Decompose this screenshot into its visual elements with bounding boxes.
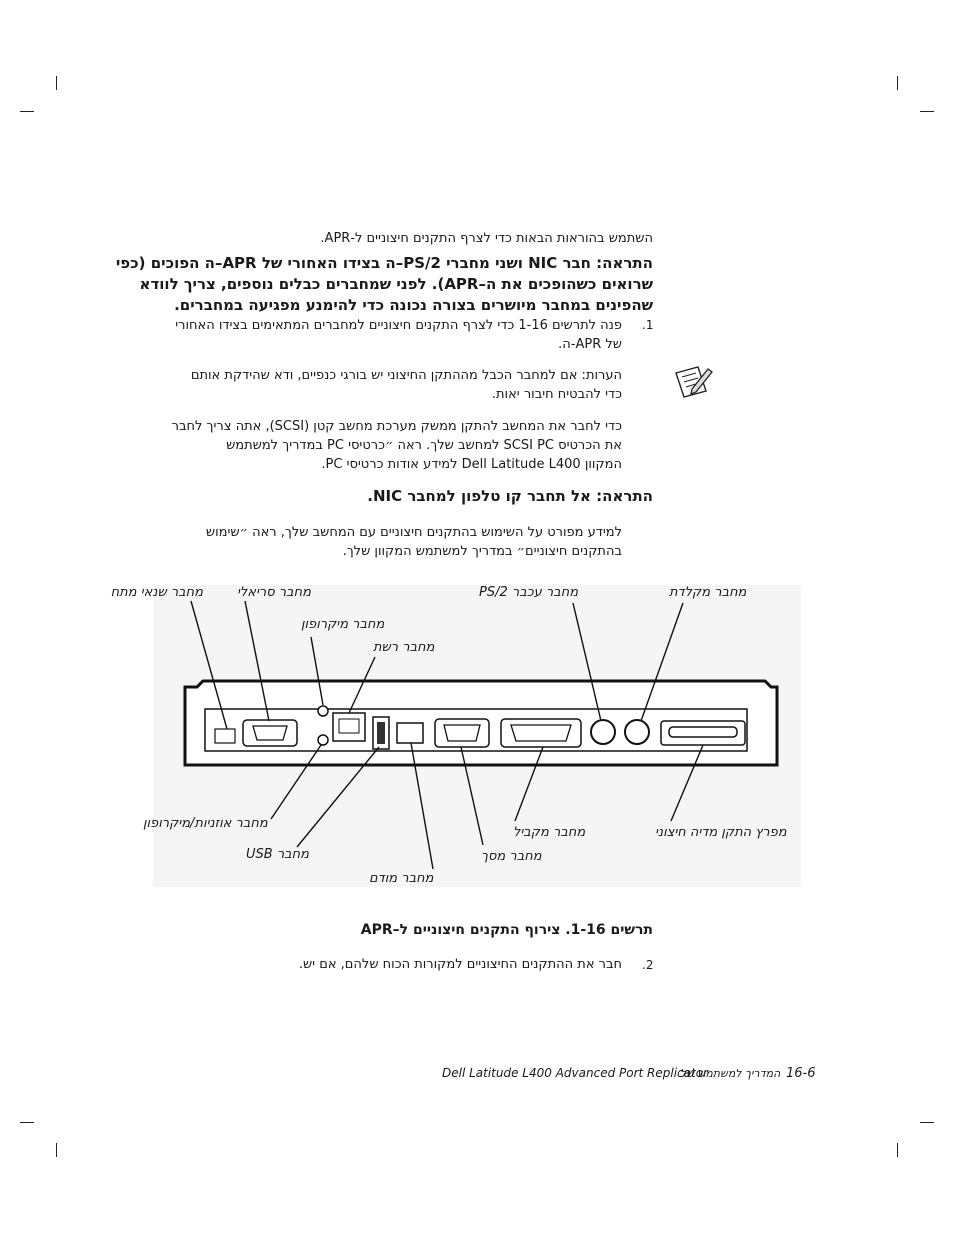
warning-line: שהפינים במחבר מיושרים בצורה נכונה כדי להימנע מפגיעה במחברים. bbox=[174, 296, 653, 314]
label-mouse: מחבר עכבר PS/2 bbox=[479, 585, 579, 600]
notes-line: כדי להבטיח חיבור יאות. bbox=[491, 387, 622, 402]
step-line: של APR-ה. bbox=[558, 337, 622, 352]
keyboard-port bbox=[625, 720, 649, 744]
mouse-port bbox=[591, 720, 615, 744]
label-serial: מחבר סריאלי bbox=[237, 585, 311, 600]
notes-text bbox=[102, 366, 622, 404]
scsi-text bbox=[102, 417, 622, 474]
crop-mark bbox=[897, 76, 898, 90]
footer-page-number: 16-6 bbox=[786, 1066, 816, 1081]
crop-mark bbox=[920, 1122, 934, 1123]
step-1-text bbox=[102, 316, 622, 354]
step-2-text: חבר את ההתקנים החיצוניים למקורות הכוח שלהם, אם יש. bbox=[298, 957, 622, 972]
power-port bbox=[215, 729, 235, 743]
step-number: .1 bbox=[642, 318, 654, 332]
connector-warning bbox=[93, 253, 653, 316]
label-keyboard: מחבר מקלדת bbox=[669, 585, 747, 600]
notes-line: הערות: אם למחבר הכבל מההתקן החיצוני יש בורגי כנפיים, ודא שהידקת אותם bbox=[190, 368, 622, 383]
step-number: .2 bbox=[642, 958, 654, 972]
scsi-line: כדי לחבר את המחשב להתקן ממשק מערכת מחשב קטן (SCSI), אתה צריך לחבר bbox=[171, 419, 622, 434]
label-expansion: מפרץ התקן מדיה חיצוני bbox=[655, 825, 787, 840]
microphone-jack bbox=[318, 706, 328, 716]
step-line: פנה לתרשים 1-16 כדי לצרף התקנים חיצוניים למחברים המתאימים בצידו האחורי bbox=[175, 318, 622, 333]
scsi-line: את הכרטיס SCSI PC למחשב שלך. ראה ״כרטיסי PC במדריך למשתמש bbox=[226, 438, 622, 453]
info-line: למידע מפורט על השימוש בהתקנים חיצוניים עם המחשב שלך, ראה ״שימוש bbox=[205, 525, 622, 540]
label-network: מחבר רשת bbox=[373, 640, 435, 655]
port-replicator-figure bbox=[110, 585, 801, 887]
phone-line-warning: התראה: אל תחבר קו טלפון למחבר NIC. bbox=[367, 487, 653, 505]
crop-mark bbox=[56, 1143, 57, 1157]
figure-caption: תרשים 1-16. צירוף התקנים חיצוניים ל–APR bbox=[360, 922, 653, 938]
scsi-line: המקוון Dell Latitude L400 למידע אודות כרטיסי PC. bbox=[321, 457, 622, 472]
crop-mark bbox=[920, 111, 934, 112]
footer-product: Dell Latitude L400 Advanced Port Replicator bbox=[442, 1066, 708, 1080]
label-monitor: מחבר מסך bbox=[481, 849, 542, 864]
crop-mark bbox=[20, 111, 34, 112]
modem-port bbox=[397, 723, 423, 743]
port-replicator-illustration bbox=[153, 585, 801, 887]
label-modem: מחבר מודם bbox=[369, 871, 434, 886]
warning-line: התראה: חבר NIC ושני מחברי PS/2–ה בצידו האחורי של APR–ה הפוכים (כפי bbox=[115, 254, 653, 272]
label-parallel: מחבר מקביל bbox=[513, 825, 586, 840]
footer-guide: המדריך למשתמש של bbox=[680, 1067, 781, 1080]
label-microphone: מחבר מיקרופון bbox=[301, 617, 385, 632]
note-pencil-icon bbox=[672, 363, 714, 399]
intro-text: השתמש בהוראות הבאות כדי לצרף התקנים חיצוניים ל-APR. bbox=[320, 231, 653, 246]
more-info-text bbox=[102, 523, 622, 561]
info-line: בהתקנים חיצוניים״ במדריך למשתמש המקוון שלך. bbox=[342, 544, 622, 559]
label-power: מחבר שנאי מתח bbox=[110, 585, 203, 600]
crop-mark bbox=[20, 1122, 34, 1123]
crop-mark bbox=[56, 76, 57, 90]
label-usb: מחבר USB bbox=[246, 847, 309, 862]
headphone-jack bbox=[318, 735, 328, 745]
label-headphone: מחבר אוזניות/מיקרופון bbox=[143, 816, 268, 831]
crop-mark bbox=[897, 1143, 898, 1157]
warning-line: שרואים כשהופכים את ה–APR). לפני שמחברים כבלים נוספים, צריך לוודא bbox=[139, 275, 653, 293]
